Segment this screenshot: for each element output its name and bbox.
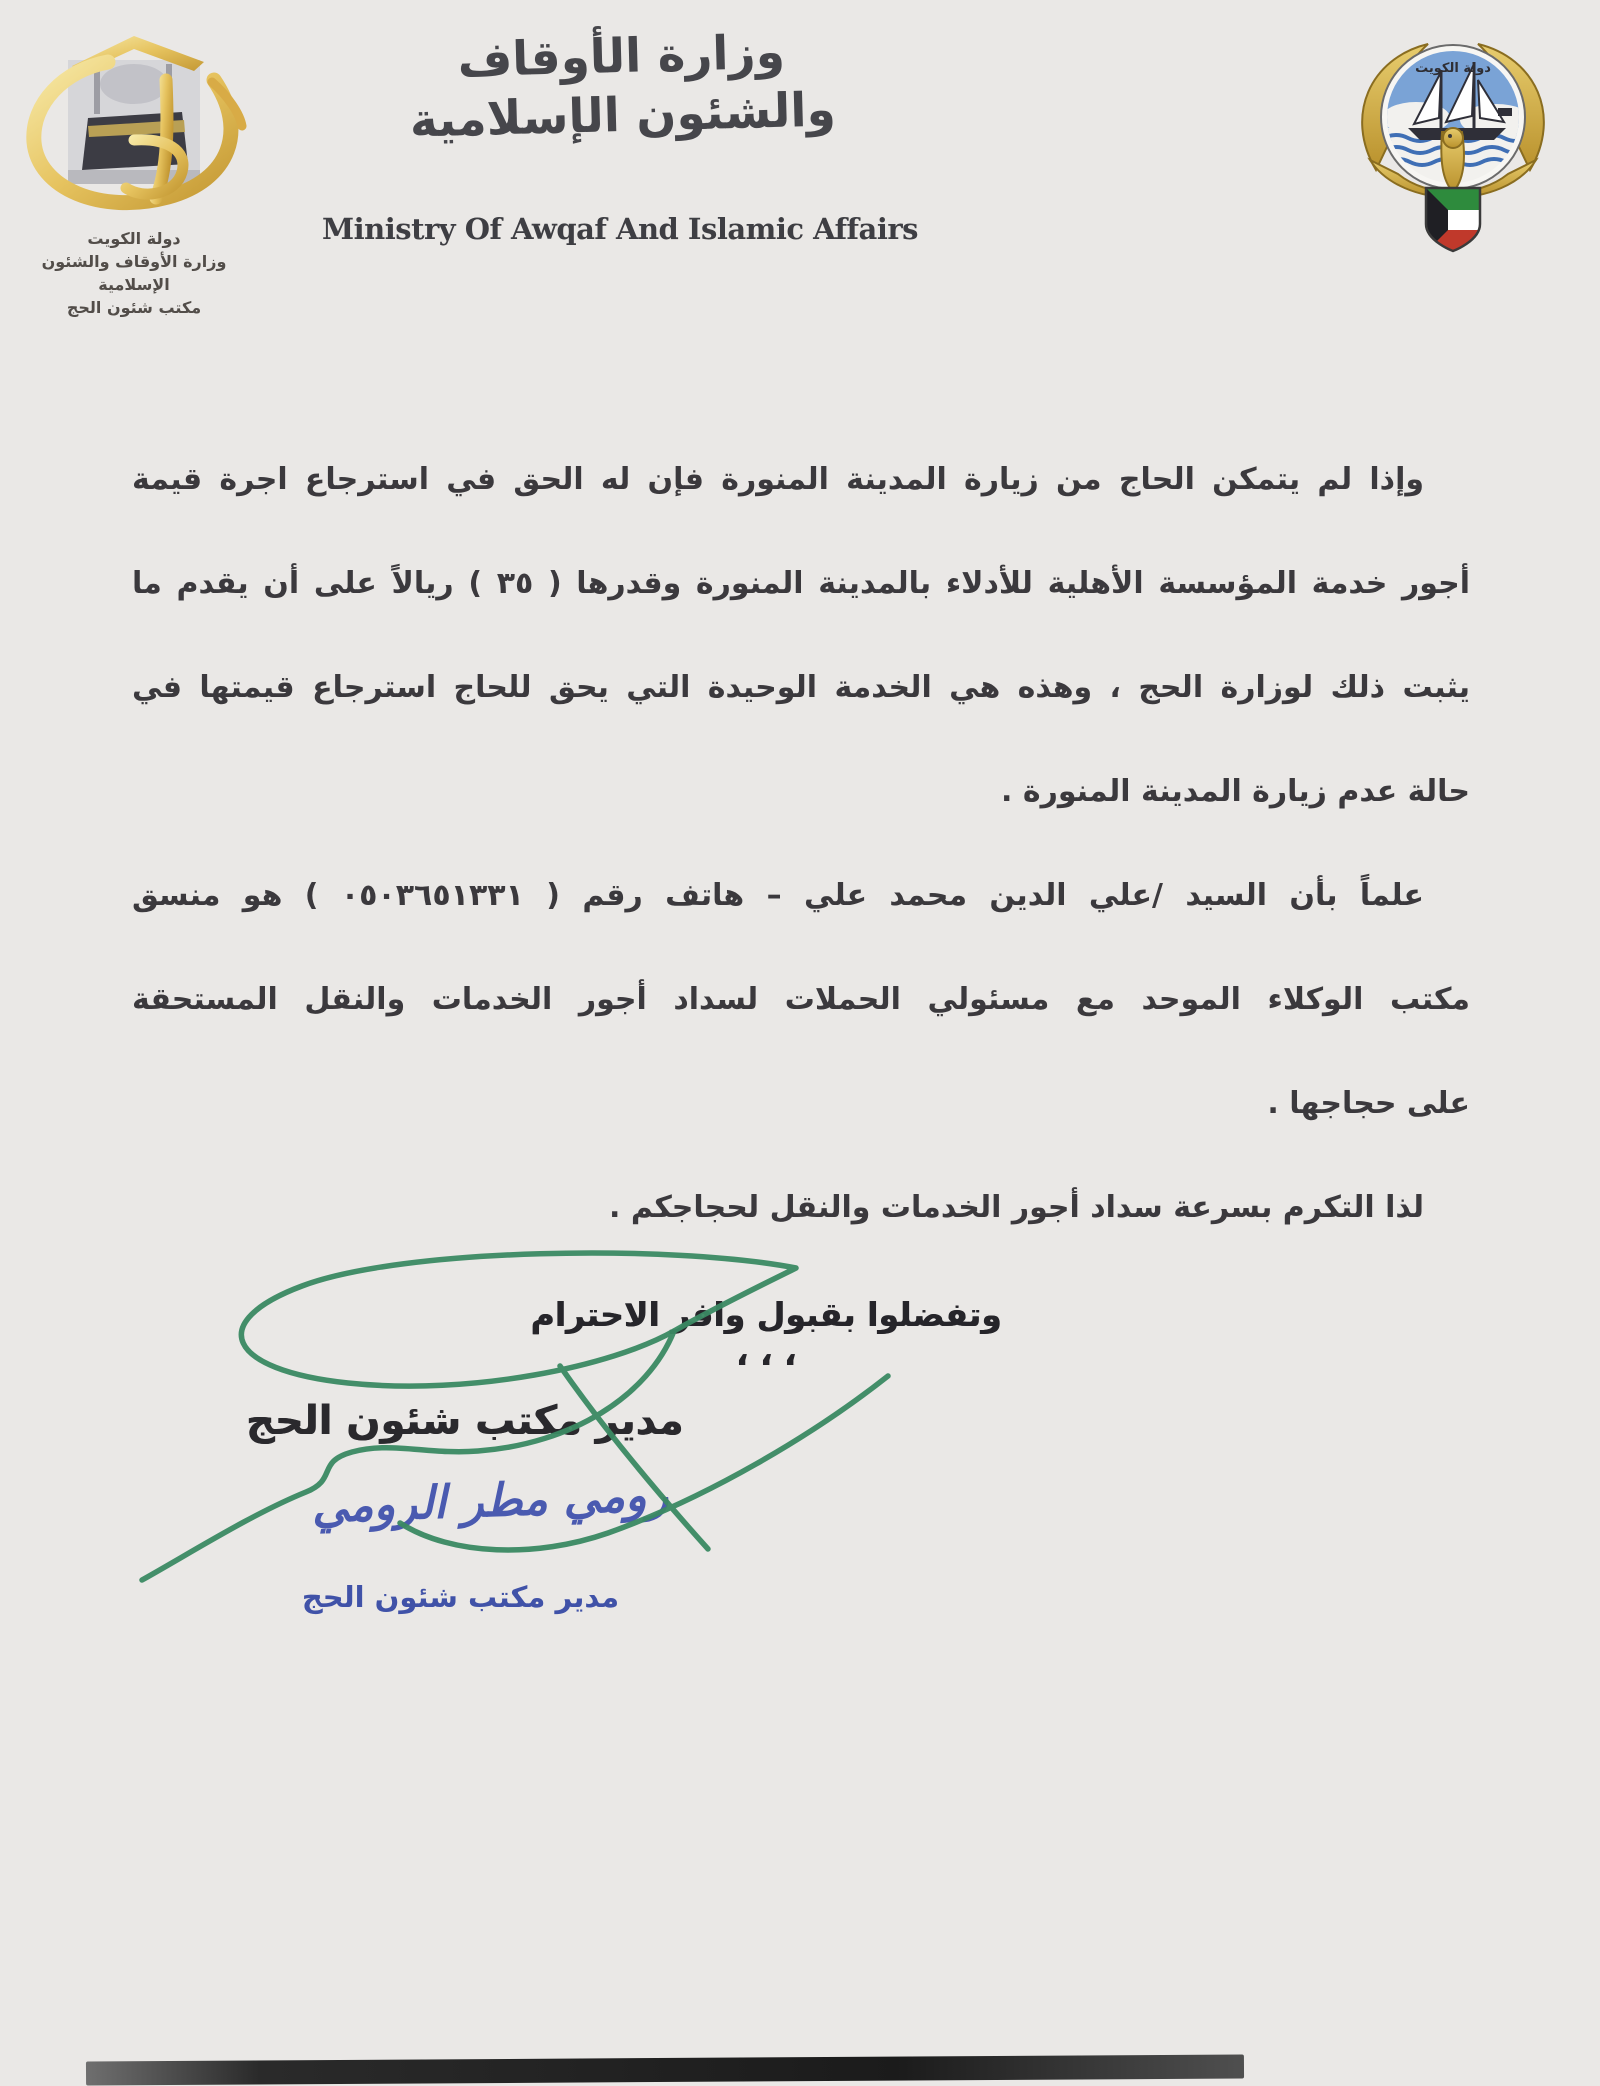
hajj-gold-seal-block — [8, 22, 260, 319]
kuwait-flag-shield — [1426, 188, 1480, 252]
blue-signature-title: مدير مكتب شئون الحج — [301, 1580, 620, 1614]
seal-office-label: مكتب شئون الحج — [66, 298, 202, 317]
kuwait-emblem-block — [1346, 20, 1560, 262]
emblem-country-label: دولة الكويت — [1415, 61, 1491, 76]
letter-body — [132, 462, 1470, 1294]
seal-country-label: دولة الكويت — [87, 229, 181, 248]
hajj-gold-logo-icon — [16, 22, 252, 227]
body-line-4: حالة عدم زيارة المدينة المنورة . — [1001, 774, 1470, 809]
body-line-3: يثبت ذلك لوزارة الحج ، وهذه هي الخدمة الوحيدة التي يحق للحاج استرجاع قيمتها في — [132, 670, 1470, 705]
blue-signature-name: رومي مطر الرومي — [310, 1467, 670, 1534]
english-ministry-title: Ministry Of Awqaf And Islamic Affairs — [322, 212, 918, 246]
director-title-bold: مدير مكتب شئون الحج — [245, 1398, 684, 1444]
closing-salutation: وتفضلوا بقبول وافر الاحترام ، ، ، — [530, 1295, 1002, 1373]
kuwait-emblem-icon — [1346, 20, 1560, 258]
body-line-1: وإذا لم يتمكن الحاج من زيارة المدينة المنورة فإن له الحق في استرجاع اجرة قيمة — [132, 462, 1424, 497]
body-line-6: مكتب الوكلاء الموحد مع مسئولي الحملات لسداد أجور الخدمات والنقل المستحقة — [132, 982, 1470, 1017]
scan-bottom-edge — [86, 2054, 1244, 2085]
body-line-8: لذا التكرم بسرعة سداد أجور الخدمات والنقل لحجاجكم . — [608, 1190, 1424, 1225]
body-line-5: علماً بأن السيد /علي الدين محمد علي – هاتف رقم ( ٠٥٠٣٦٥١٣٣١ ) هو منسق — [132, 878, 1424, 913]
body-line-2: أجور خدمة المؤسسة الأهلية للأدلاء بالمدينة المنورة وقدرها ( ٣٥ ) ريالاً على أن يقدم ما — [132, 566, 1470, 601]
seal-ministry-label: وزارة الأوقاف والشئون الإسلامية — [41, 252, 227, 294]
body-line-7: على حجاجها . — [1267, 1086, 1470, 1121]
arabic-calligraphy-title: وزارة الأوقاف والشئون الإسلامية — [409, 24, 837, 149]
